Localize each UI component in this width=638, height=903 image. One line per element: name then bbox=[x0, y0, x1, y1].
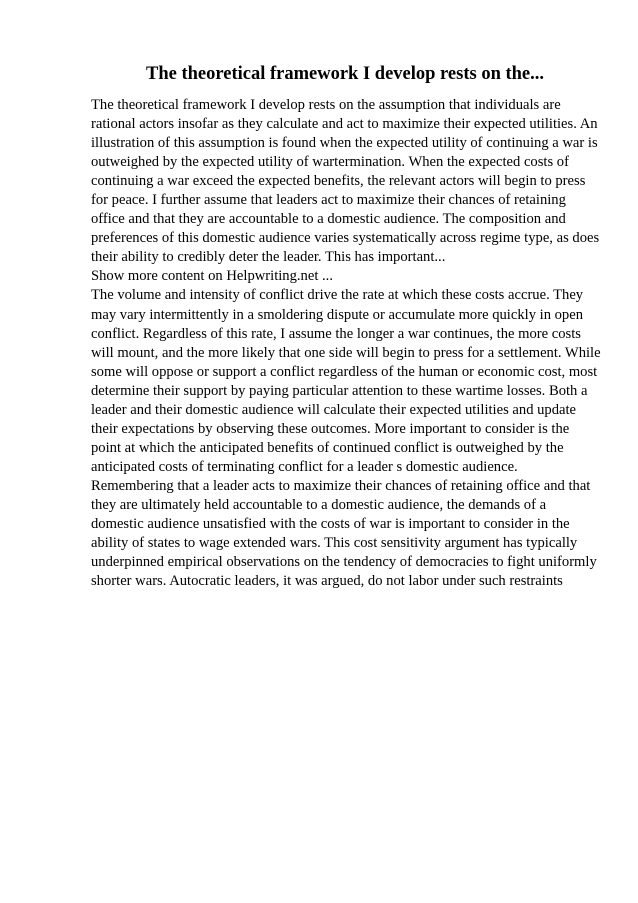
paragraph-1: The theoretical framework I develop rests on the assumption that individuals are rational actors insofar as they calculate and act to maximize their expected utilities. An illustration of this assumption is found when the expected utility of continuing a war is outweighed by the expected utility of wartermination. When the expected costs of continuing a war exceed the expected benefits, the relevant actors will begin to press for peace. I further assume that leaders act to maximize their chances of retaining office and that they are accountable to a domestic audience. The composition and preferences of this domestic audience varies systematically across regime type, as does their ability to credibly deter the leader. This has important... bbox=[91, 97, 600, 266]
paragraph-2: The volume and intensity of conflict drive the rate at which these costs accrue. They may vary intermittently in a smoldering dispute or accumulate more quickly in open conflict. Regardless of this rate, I assume the longer a war continues, the more costs will mount, and the more likely that one side will begin to press for a settlement. While some will oppose or support a conflict regardless of the human or economic cost, most determine their support by paying particular attention to these wartime losses. Both a leader and their domestic audience will calculate their expected utilities and update their expectations by observing these outcomes. More important to consider is the point at which the anticipated benefits of continued conflict is outweighed by the anticipated costs of terminating conflict for a leader s domestic audience. bbox=[91, 287, 601, 475]
document-title: The theoretical framework I develop rests on the... bbox=[145, 64, 545, 84]
document-body bbox=[91, 96, 601, 591]
paragraph-3: Remembering that a leader acts to maximize their chances of retaining office and that they are ultimately held accountable to a domestic audience, the demands of a domestic audience unsatisfied with the costs of war is important to consider in the ability of states to wage extended wars. This cost sensitivity argument has typically underpinned empirical observations on the tendency of democracies to fight uniformly shorter wars. Autocratic leaders, it was argued, do not labor under such restraints bbox=[91, 477, 597, 590]
show-more-link[interactable]: Show more content on Helpwriting.net ... bbox=[91, 268, 333, 285]
